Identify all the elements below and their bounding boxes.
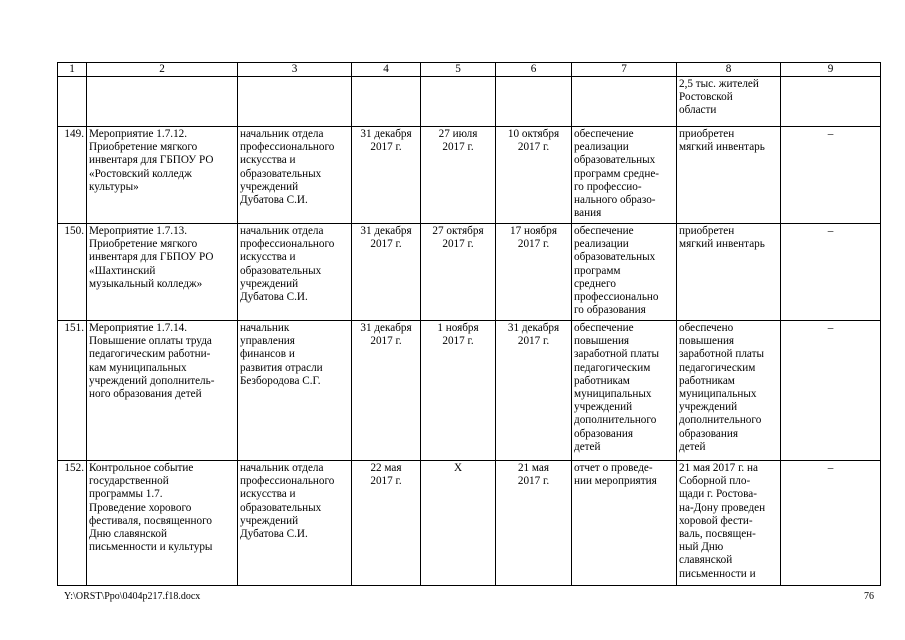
table-row [58, 224, 881, 321]
plan-table [57, 62, 881, 586]
actual-start-date: 27 октября 2017 г. [421, 224, 496, 321]
header-cell: 6 [496, 63, 572, 77]
planned-result: отчет о проведе- нии мероприятия [572, 461, 677, 586]
note-cell: – [781, 461, 881, 586]
responsible-cell: начальник отдела профессионального искусства и образовательных учреждений Дубатова С.И. [238, 224, 352, 321]
header-cell: 9 [781, 63, 881, 77]
row-number: 151. [58, 321, 87, 461]
header-row [58, 63, 881, 77]
actual-end-date: 31 декабря 2017 г. [496, 321, 572, 461]
table-row [58, 77, 881, 127]
actual-result: 21 мая 2017 г. на Соборной пло- щади г. Ростова- на-Дону проведен хоровой фести- валь, посвящен- ный Дню славянской письменности и [677, 461, 781, 586]
planned-result [572, 77, 677, 127]
event-cell: Контрольное событие государственной программы 1.7. Проведение хорового фестиваля, посвященного Дню славянской письменности и культуры [87, 461, 238, 586]
actual-end-date: 10 октября 2017 г. [496, 127, 572, 224]
actual-result: приобретен мягкий инвентарь [677, 127, 781, 224]
page-number: 76 [864, 591, 874, 602]
table-row [58, 321, 881, 461]
header-cell: 4 [352, 63, 421, 77]
actual-start-date: 27 июля 2017 г. [421, 127, 496, 224]
planned-result: обеспечение повышения заработной платы педагогическим работникам муниципальных учреждений дополнительного образования детей [572, 321, 677, 461]
planned-result: обеспечение реализации образовательных программ среднего профессионально го образования [572, 224, 677, 321]
table-row [58, 127, 881, 224]
responsible-cell: начальник отдела профессионального искусства и образовательных учреждений Дубатова С.И. [238, 461, 352, 586]
actual-start-date [421, 77, 496, 127]
actual-end-date: 21 мая 2017 г. [496, 461, 572, 586]
note-cell [781, 77, 881, 127]
row-number: 149. [58, 127, 87, 224]
event-cell: Мероприятие 1.7.14. Повышение оплаты труда педагогическим работни- кам муниципальных учреждений дополнитель- ного образования детей [87, 321, 238, 461]
responsible-cell: начальник управления финансов и развития отрасли Безбородова С.Г. [238, 321, 352, 461]
header-cell: 7 [572, 63, 677, 77]
note-cell: – [781, 127, 881, 224]
header-cell: 1 [58, 63, 87, 77]
planned-end-date: 31 декабря 2017 г. [352, 321, 421, 461]
planned-end-date [352, 77, 421, 127]
responsible-cell: начальник отдела профессионального искусства и образовательных учреждений Дубатова С.И. [238, 127, 352, 224]
event-cell: Мероприятие 1.7.12. Приобретение мягкого инвентаря для ГБПОУ РО «Ростовский колледж культуры» [87, 127, 238, 224]
note-cell: – [781, 321, 881, 461]
actual-start-date: 1 ноября 2017 г. [421, 321, 496, 461]
row-number: 152. [58, 461, 87, 586]
responsible-cell [238, 77, 352, 127]
header-cell: 2 [87, 63, 238, 77]
actual-end-date [496, 77, 572, 127]
header-cell: 8 [677, 63, 781, 77]
actual-end-date: 17 ноября 2017 г. [496, 224, 572, 321]
footer-file-path: Y:\ORST\Ppo\0404p217.f18.docx [64, 591, 201, 602]
actual-result: приобретен мягкий инвентарь [677, 224, 781, 321]
event-cell [87, 77, 238, 127]
actual-result: обеспечено повышения заработной платы педагогическим работникам муниципальных учреждений дополнительного образования детей [677, 321, 781, 461]
row-number [58, 77, 87, 127]
header-cell: 3 [238, 63, 352, 77]
actual-start-date: Х [421, 461, 496, 586]
planned-result: обеспечение реализации образовательных программ средне- го профессио- нального образо- вания [572, 127, 677, 224]
header-cell: 5 [421, 63, 496, 77]
planned-end-date: 31 декабря 2017 г. [352, 127, 421, 224]
actual-result: 2,5 тыс. жителей Ростовской области [677, 77, 781, 127]
row-number: 150. [58, 224, 87, 321]
planned-end-date: 31 декабря 2017 г. [352, 224, 421, 321]
note-cell: – [781, 224, 881, 321]
event-cell: Мероприятие 1.7.13. Приобретение мягкого инвентаря для ГБПОУ РО «Шахтинский музыкальный колледж» [87, 224, 238, 321]
planned-end-date: 22 мая 2017 г. [352, 461, 421, 586]
table-row [58, 461, 881, 586]
